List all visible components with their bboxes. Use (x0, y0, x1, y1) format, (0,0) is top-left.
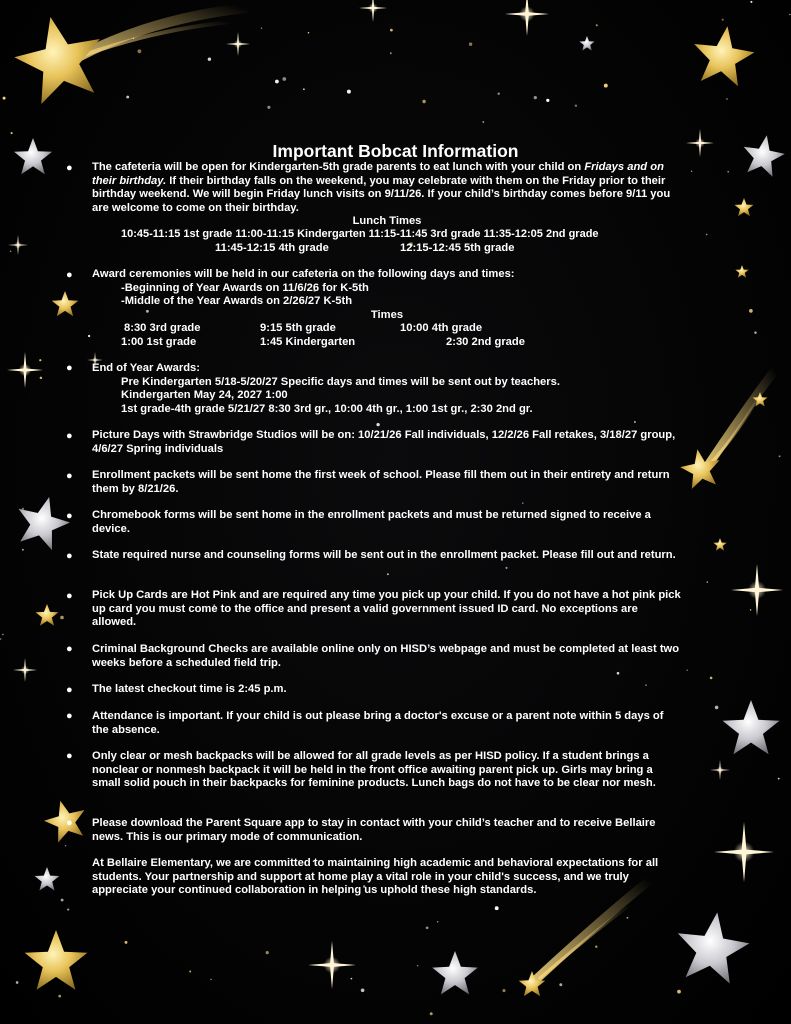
item-nurse-forms: State required nurse and counseling forms will be sent out in the enrollment packet. Please fill out and return. (92, 549, 676, 561)
lunch-times-row-1: 10:45-11:15 1st grade 11:00-11:15 Kindergarten 11:15-11:45 3rd grade 11:35-12:05 2nd grade (121, 228, 599, 240)
page-title: Important Bobcat Information (272, 141, 519, 161)
bullet-picture-days: ● (66, 430, 73, 442)
item-backpacks: Only clear or mesh backpacks will be allowed for all grade levels as per HISD policy. If a student brings a nonclear or nonmesh backpack it will be held in the front office awaiting parent pick up. Girls may bring a small solid pouch in their backpacks for feminine products. Lunch bags do not have to be clear nor mesh. (92, 750, 656, 790)
award-time-4th: 10:00 4th grade (400, 322, 483, 334)
bullet-awards: ● (66, 269, 73, 281)
cafeteria-text-em: Fridays and on their birthday. (92, 161, 664, 187)
item-pickup-cards: Pick Up Cards are Hot Pink and are required any time you pick up your child. If you do not have a hot pink pick up card you must come to the office and present a valid government issued ID card. No exceptions are allowed. (92, 589, 681, 629)
award-time-2nd: 2:30 2nd grade (446, 336, 525, 348)
award-time-1st: 1:00 1st grade (121, 336, 197, 348)
bullet-checkout: ● (66, 684, 73, 696)
award-time-5th: 9:15 5th grade (260, 322, 336, 334)
bullet-parent-square: ● (66, 817, 73, 829)
bullet-background-checks: ● (66, 643, 73, 655)
eoy-prek: Pre Kindergarten 5/18-5/20/27 Specific days and times will be sent out by teachers. (121, 376, 560, 388)
cafeteria-text-a: The cafeteria will be open for Kindergarten-5th grade parents to eat lunch with your child on (92, 161, 585, 173)
bullet-backpacks: ● (66, 750, 73, 762)
item-picture-days: Picture Days with Strawbridge Studios will be on: 10/21/26 Fall individuals, 12/2/26 Fall retakes, 3/18/27 group, 4/6/27 Spring individuals (92, 429, 676, 455)
bullet-attendance: ● (66, 710, 73, 722)
award-time-3rd: 8:30 3rd grade (124, 322, 201, 334)
awards-middle-of-year: -Middle of the Year Awards on 2/26/27 K-5th (121, 295, 353, 307)
bullet-nurse-forms: ● (66, 550, 73, 562)
bullet-pickup-cards: ● (66, 590, 73, 602)
item-parent-square: Please download the Parent Square app to stay in contact with your child’s teacher and to receive Bellaire news. This is our primary mode of communication. (92, 817, 656, 843)
item-attendance: Attendance is important. If your child is out please bring a doctor's excuse or a parent note within 5 days of the absence. (92, 710, 664, 736)
eoy-1st-4th: 1st grade-4th grade 5/21/27 8:30 3rd gr., 10:00 4th gr., 1:00 1st gr., 2:30 2nd gr. (121, 403, 533, 415)
lunch-times-5th: 12:15-12:45 5th grade (400, 242, 515, 254)
bullet-cafeteria: ● (66, 162, 73, 174)
cafeteria-text-b: If their birthday falls on the weekend, you may celebrate with them on the Friday prior to their birthday weekend. We will begin Friday lunch visits on 9/11/26. If your child’s birthday comes before 9/11 you are welcome to come on their birthday. (92, 174, 671, 214)
bullet-chromebook: ● (66, 510, 73, 522)
award-time-k: 1:45 Kindergarten (260, 336, 356, 348)
awards-intro: Award ceremonies will be held in our cafeteria on the following days and times: (92, 268, 515, 280)
bullet-eoy: ● (66, 362, 73, 374)
lunch-times-4th: 11:45-12:15 4th grade (215, 242, 329, 254)
item-enrollment-packets: Enrollment packets will be sent home the first week of school. Please fill them out in their entirety and return them by 8/21/26. (92, 469, 670, 495)
bullet-enrollment: ● (66, 470, 73, 482)
closing-paragraph: At Bellaire Elementary, we are committed to maintaining high academic and behavioral expectations for all students. Your partnership and support at home play a vital role in your child's success, and we truly appreciate your continued collaboration in helping us uphold these high standards. (92, 857, 659, 897)
item-chromebook-forms: Chromebook forms will be sent home in the enrollment packets and must be returned signed to receive a device. (92, 509, 651, 535)
awards-beginning-of-year: -Beginning of Year Awards on 11/6/26 for K-5th (121, 282, 369, 294)
eoy-header: End of Year Awards: (92, 362, 200, 374)
eoy-kindergarten: Kindergarten May 24, 2027 1:00 (121, 389, 288, 401)
cafeteria-paragraph (92, 161, 682, 215)
item-background-checks: Criminal Background Checks are available online only on HISD’s webpage and must be completed at least two weeks before a scheduled field trip. (92, 643, 680, 669)
awards-times-header: Times (370, 309, 404, 321)
lunch-times-header: Lunch Times (352, 215, 422, 227)
item-latest-checkout: The latest checkout time is 2:45 p.m. (92, 683, 287, 695)
